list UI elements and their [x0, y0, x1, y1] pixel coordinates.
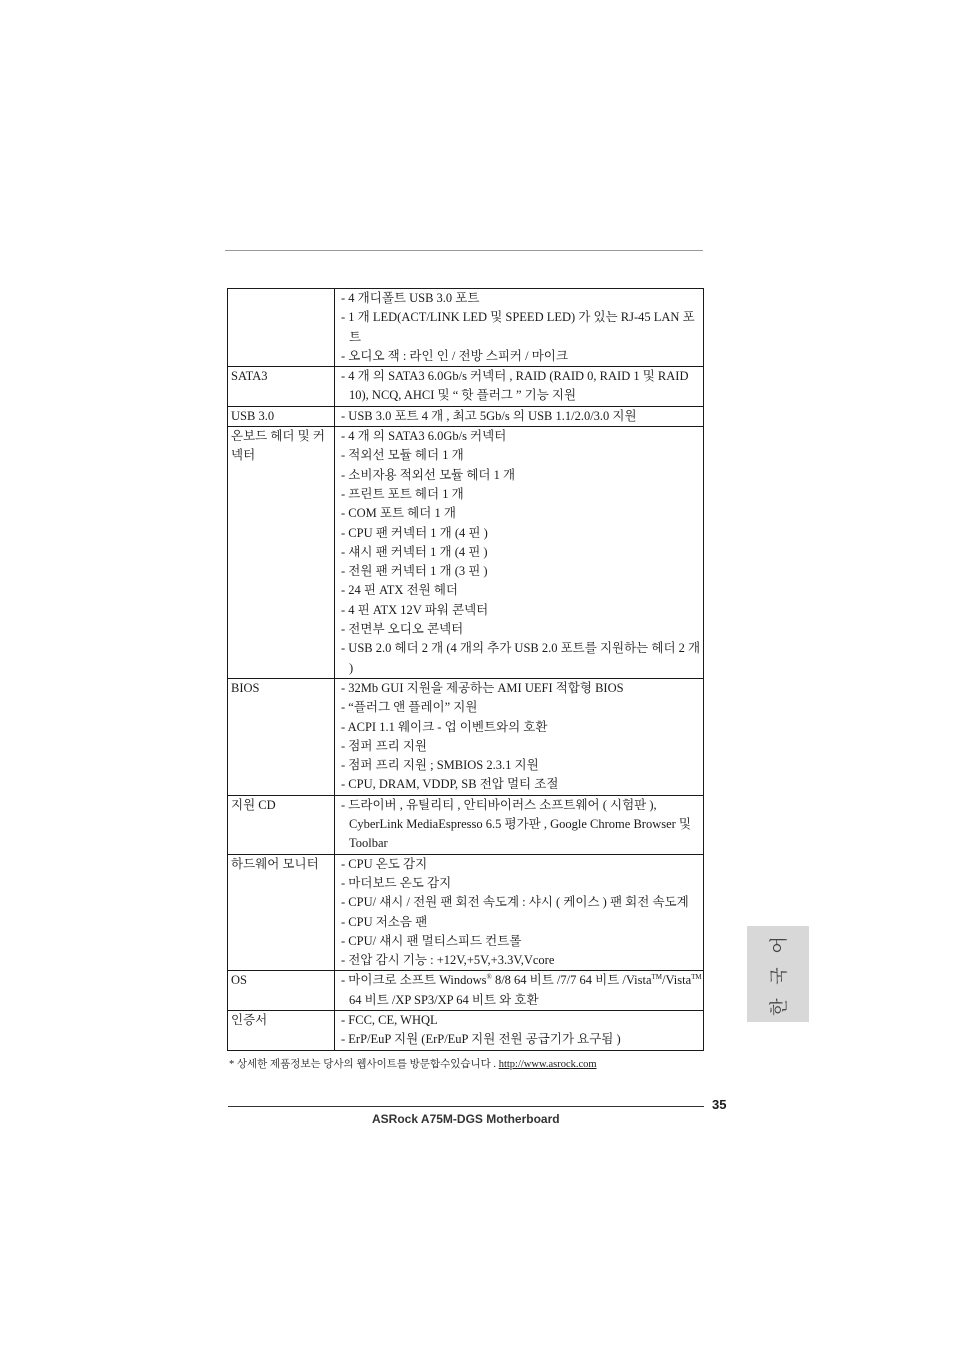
spec-label: 온보드 헤더 및 커넥터 — [228, 427, 335, 679]
spec-row — [228, 289, 704, 367]
spec-label: OS — [228, 971, 335, 1011]
spec-row — [228, 427, 704, 679]
spec-label — [228, 289, 335, 367]
language-label: 한 국 어 — [769, 932, 790, 1016]
spec-line: - 프린트 포트 헤더 1 개 — [341, 486, 464, 501]
spec-label: 인증서 — [228, 1010, 335, 1050]
spec-line: - 전면부 오디오 콘넥터 — [341, 622, 464, 637]
spec-line: - 섀시 팬 커넥터 1 개 (4 핀 ) — [341, 544, 488, 559]
spec-line: - CPU, DRAM, VDDP, SB 전압 멀티 조절 — [341, 777, 559, 792]
asrock-website-link[interactable]: http://www.asrock.com — [498, 1059, 597, 1070]
page-number: 35 — [712, 1097, 727, 1112]
spec-line: - CPU/ 섀시 / 전원 팬 회전 속도계 : 샤시 ( 케이스 ) 팬 회전 속도계 — [341, 895, 689, 910]
spec-line: - 24 핀 ATX 전원 헤더 — [341, 583, 458, 598]
spec-line: - 적외선 모듈 헤더 1 개 — [341, 448, 464, 463]
spec-value — [335, 289, 704, 367]
spec-line: - 점퍼 프리 지원 ; SMBIOS 2.3.1 지원 — [341, 758, 539, 773]
spec-line: - 4 개 의 SATA3 6.0Gb/s 커넥터 , RAID (RAID 0, RAID 1 및 RAID 10), NCQ, AHCI 및 “ 핫 플러그 ” 기능 지원 — [341, 369, 689, 403]
os-text-part: 64 비트 /XP SP3/XP 64 비트 와 호환 — [349, 992, 539, 1007]
spec-line: - 오디오 잭 : 라인 인 / 전방 스피커 / 마이크 — [341, 348, 568, 363]
spec-line: - 소비자용 적외선 모듈 헤더 1 개 — [341, 467, 516, 482]
footnote-text: * 상세한 제품정보는 당사의 웹사이트를 방문합수있습니다 . — [229, 1059, 497, 1070]
footnote — [229, 1056, 597, 1071]
spec-row — [228, 795, 704, 854]
spec-line: - ErP/EuP 지원 (ErP/EuP 지원 전원 공급기가 요구됨 ) — [341, 1032, 621, 1047]
spec-row — [228, 406, 704, 426]
spec-line: - 1 개 LED(ACT/LINK LED 및 SPEED LED) 가 있는 RJ-45 LAN 포트 — [341, 310, 695, 344]
spec-line: - CPU/ 섀시 팬 멀티스피드 컨트롤 — [341, 933, 522, 948]
spec-row — [228, 1010, 704, 1050]
spec-value — [335, 427, 704, 679]
os-text-part: Vista — [665, 973, 692, 988]
spec-line: - 4 핀 ATX 12V 파워 콘넥터 — [341, 602, 489, 617]
os-text-part: - 마이크로 소프트 Windows — [341, 973, 487, 988]
spec-table — [227, 288, 704, 1051]
spec-row — [228, 367, 704, 407]
spec-label: USB 3.0 — [228, 406, 335, 426]
spec-value — [335, 1010, 704, 1050]
spec-line-os — [341, 971, 703, 1010]
spec-label: 하드웨어 모니터 — [228, 854, 335, 971]
spec-label: 지원 CD — [228, 795, 335, 854]
spec-row — [228, 971, 704, 1011]
spec-line: - 4 개 의 SATA3 6.0Gb/s 커넥터 — [341, 429, 507, 444]
spec-line: - 4 개디폴트 USB 3.0 포트 — [341, 291, 480, 305]
spec-line: - 마더보드 온도 감지 — [341, 875, 452, 890]
os-text-part: ® — [486, 973, 492, 982]
spec-line: - CPU 저소음 팬 — [341, 914, 428, 929]
spec-line: - USB 2.0 헤더 2 개 (4 개의 추가 USB 2.0 포트를 지원하는 헤더 2 개 ) — [341, 641, 701, 675]
spec-line: - FCC, CE, WHQL — [341, 1012, 438, 1027]
spec-row — [228, 678, 704, 795]
spec-line: - CPU 온도 감지 — [341, 856, 428, 871]
top-divider — [225, 250, 703, 251]
os-text-part: 8/8 64 비트 /7/7 64 비트 /Vista — [491, 973, 652, 988]
spec-line: - “플러그 앤 플레이” 지원 — [341, 700, 478, 715]
spec-line: - 전압 감시 기능 : +12V,+5V,+3.3V,Vcore — [341, 953, 555, 968]
spec-line: - CPU 팬 커넥터 1 개 (4 핀 ) — [341, 525, 488, 540]
spec-line: - 점퍼 프리 지원 — [341, 738, 427, 753]
spec-row — [228, 854, 704, 971]
spec-line: - 드라이버 , 유틸리티 , 안티바이러스 소프트웨어 ( 시험판 ), CyberLink MediaEspresso 6.5 평가판 , Google Chrome Browser 및 Toolbar — [341, 797, 692, 851]
spec-label: SATA3 — [228, 367, 335, 407]
os-text-part: / — [662, 973, 666, 988]
spec-line: - 전원 팬 커넥터 1 개 (3 핀 ) — [341, 564, 488, 579]
os-text-part: TM — [691, 973, 702, 982]
spec-value — [335, 854, 704, 971]
spec-value — [335, 406, 704, 426]
spec-value — [335, 795, 704, 854]
spec-line: - 32Mb GUI 지원을 제공하는 AMI UEFI 적합형 BIOS — [341, 680, 624, 695]
language-side-tab — [747, 926, 809, 1022]
spec-value — [335, 367, 704, 407]
os-text-part: TM — [651, 973, 663, 982]
spec-line: - ACPI 1.1 웨이크 - 업 이벤트와의 호환 — [341, 719, 548, 734]
spec-line: - USB 3.0 포트 4 개 , 최고 5Gb/s 의 USB 1.1/2.0/3.0 지원 — [341, 408, 637, 423]
spec-value — [335, 678, 704, 795]
spec-value — [335, 971, 704, 1011]
spec-line: - COM 포트 헤더 1 개 — [341, 506, 456, 521]
spec-label: BIOS — [228, 678, 335, 795]
footer-title: ASRock A75M-DGS Motherboard — [372, 1112, 560, 1126]
bottom-divider — [228, 1106, 704, 1107]
